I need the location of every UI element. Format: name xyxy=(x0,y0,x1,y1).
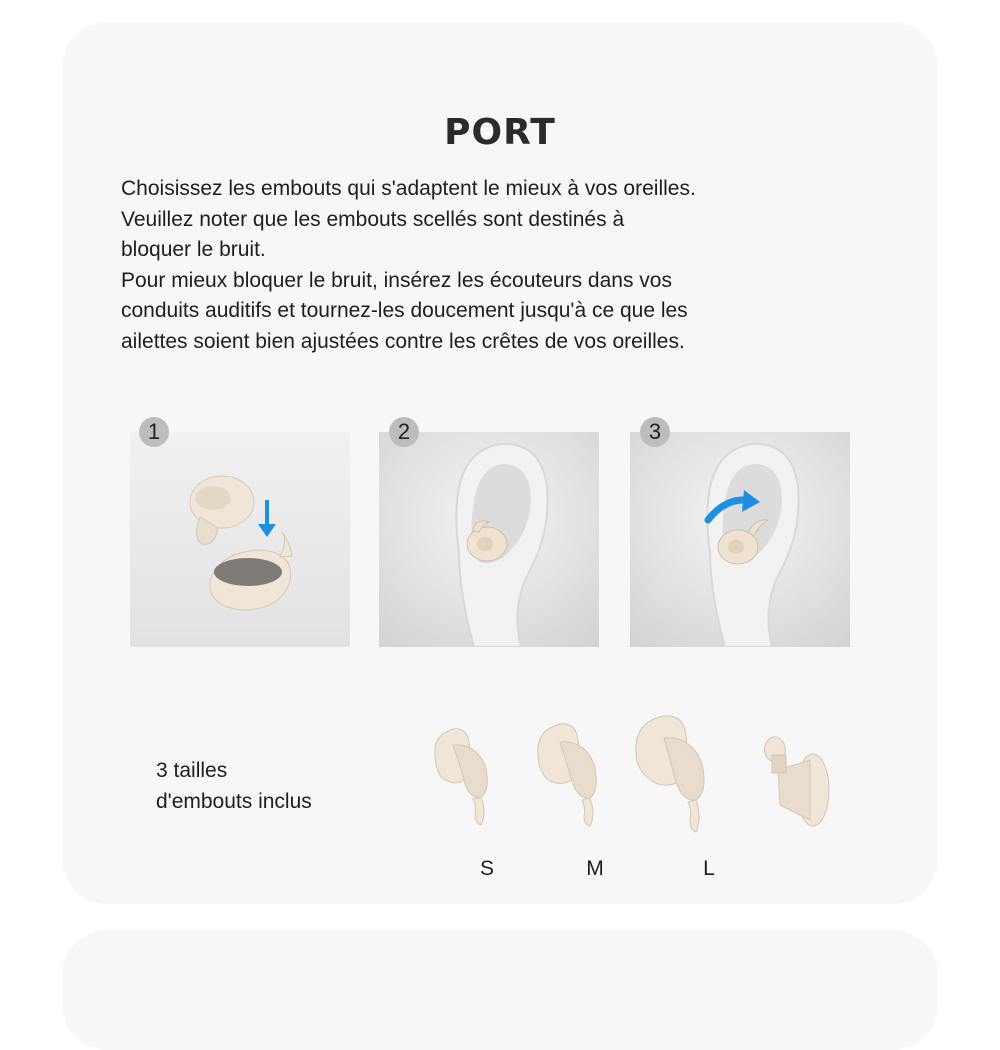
step-2-panel xyxy=(379,432,599,647)
instructions-line: Veuillez noter que les embouts scellés sont destinés à xyxy=(121,207,625,231)
instructions-line: ailettes soient bien ajustées contre les crêtes de vos oreilles. xyxy=(121,329,685,353)
instructions-line: Pour mieux bloquer le bruit, insérez les écouteurs dans vos xyxy=(121,268,672,292)
ear-tips-label xyxy=(156,756,312,817)
ear-insert-icon xyxy=(379,432,599,647)
size-label-m: M xyxy=(586,857,604,880)
ear-tip-large-icon xyxy=(630,712,725,837)
step-3-badge: 3 xyxy=(640,417,670,447)
ear-tips-label-line: 3 tailles xyxy=(156,759,228,782)
instructions-line: bloquer le bruit. xyxy=(121,238,266,261)
ear-tips-label-line: d'embouts inclus xyxy=(156,789,312,813)
ear-tip-medium-icon xyxy=(530,720,615,830)
instructions-text xyxy=(121,174,921,357)
step-3-panel xyxy=(630,432,850,647)
step-1-badge: 1 xyxy=(139,417,169,447)
ear-tip-side-view-icon xyxy=(758,725,838,830)
instructions-line: conduits auditifs et tournez-les doucement jusqu'à ce que les xyxy=(121,299,688,322)
ear-rotate-icon xyxy=(630,432,850,647)
step-2-badge: 2 xyxy=(389,417,419,447)
step-1-panel xyxy=(130,432,350,647)
size-label-l: L xyxy=(703,857,715,880)
next-card xyxy=(62,930,938,1050)
instructions-line: Choisissez les embouts qui s'adaptent le mieux à vos oreilles. xyxy=(121,177,696,200)
ear-tip-small-icon xyxy=(425,725,505,830)
size-label-s: S xyxy=(479,857,494,880)
earbud-assembly-icon xyxy=(130,432,350,647)
section-title: PORT xyxy=(444,112,556,153)
